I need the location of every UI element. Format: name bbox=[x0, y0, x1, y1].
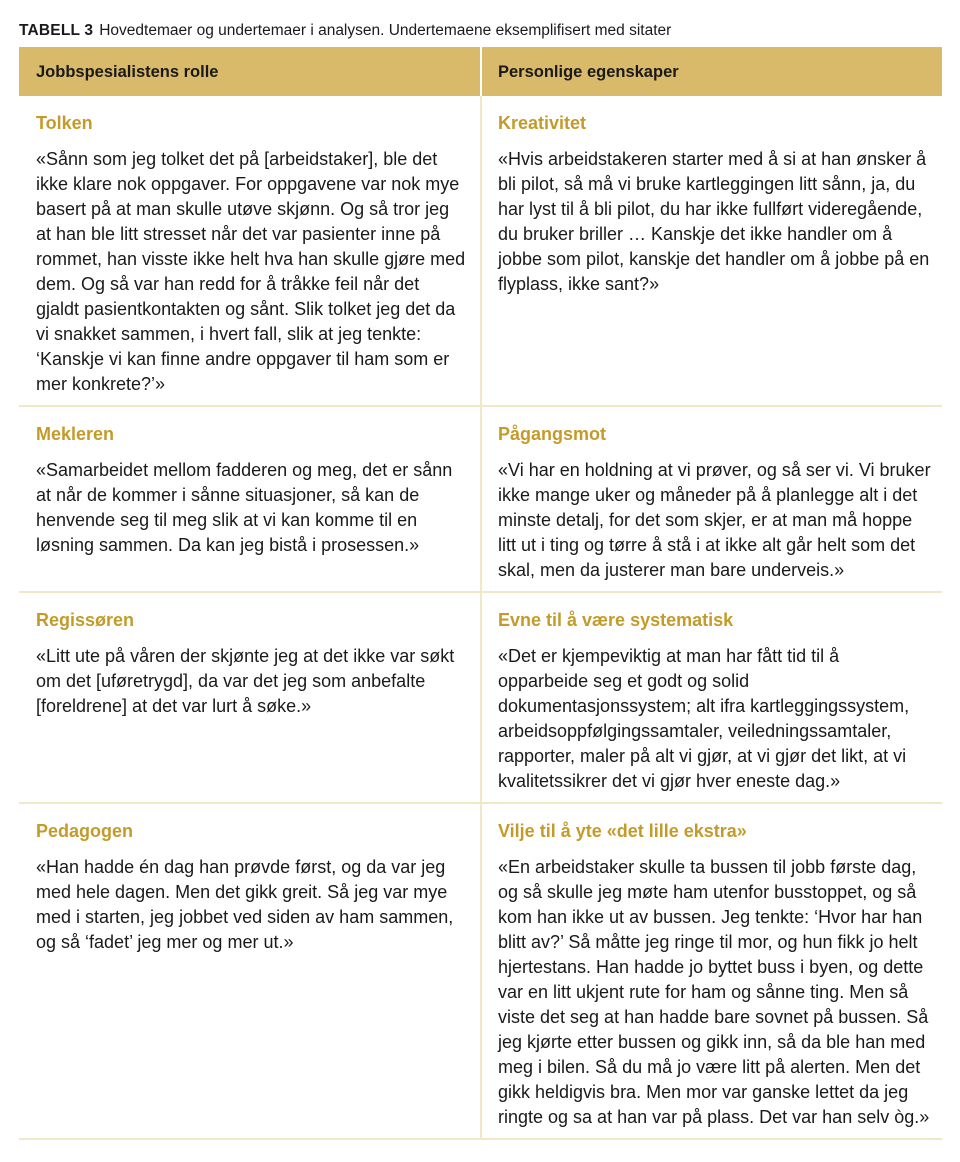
table-cell bbox=[19, 593, 480, 804]
subtheme-title: Mekleren bbox=[36, 424, 115, 444]
table-cell bbox=[19, 407, 480, 593]
subtheme-quote: «Vi har en holdning at vi prøver, og så ser vi. Vi bruker ikke mange uker og måneder på å planlegge alt i det minste detalj, for det som skjer, er at man må hoppe litt ut i ting og tørre å stå i at ikke alt går helt som det skal, men da justerer man bare underveis.» bbox=[498, 460, 931, 580]
table-cell bbox=[480, 804, 942, 1140]
subtheme-quote: «Hvis arbeidstakeren starter med å si at han ønsker å bli pilot, så må vi bruke kartleggingen litt sånn, ja, du har lyst til å bli pilot, du har ikke fullført videregående, du bruker briller … Kanskje det ikke handler om å jobbe som pilot, kanskje det handler om å jobbe på en flyplass, ikke sant?» bbox=[498, 149, 930, 294]
table-label: TABELL 3 bbox=[19, 22, 94, 39]
subtheme-title: Tolken bbox=[36, 113, 93, 133]
subtheme-quote: «Samarbeidet mellom fadderen og meg, det er sånn at når de kommer i sånne situasjoner, så kan de henvende seg til meg slik at vi kan komme til en løsning sammen. Da kan jeg bistå i prosessen.» bbox=[36, 460, 453, 555]
subtheme-title: Regissøren bbox=[36, 610, 135, 630]
table-caption bbox=[19, 20, 941, 42]
table-cell bbox=[19, 804, 480, 1140]
table-cell bbox=[480, 593, 942, 804]
table-cell bbox=[19, 96, 480, 407]
caption-text: Hovedtemaer og undertemaer i analysen. Undertemaene eksemplifisert med sitater bbox=[99, 22, 672, 39]
subtheme-title: Pågangsmot bbox=[498, 424, 607, 444]
table-cell bbox=[480, 407, 942, 593]
subtheme-quote: «Han hadde én dag han prøvde først, og da var jeg med hele dagen. Men det gikk greit. Så jeg var mye med i starten, jeg jobbet ved siden av ham sammen, og så ‘fadet’ jeg mer og mer ut.» bbox=[36, 857, 454, 952]
subtheme-title: Kreativitet bbox=[498, 113, 587, 133]
subtheme-title: Vilje til å yte «det lille ekstra» bbox=[498, 821, 747, 841]
subtheme-title: Evne til å være systematisk bbox=[498, 610, 734, 630]
subtheme-quote: «Sånn som jeg tolket det på [arbeidstaker], ble det ikke klare nok oppgaver. For oppgavene var nok mye basert på at man skulle utøve skjønn. Og så tror jeg at han ble litt stresset når det var pasienter inne på rommet, han visste ikke helt hva han skulle gjøre med dem. Og så var han redd for å tråkke feil når det gjaldt pasientkontakten og sånt. Slik tolket jeg det da vi snakket sammen, i hvert fall, slik at jeg tenkte: ‘Kanskje vi kan finne andre oppgaver til ham som er mer konkrete?’» bbox=[36, 149, 466, 394]
subtheme-title: Pedagogen bbox=[36, 821, 134, 841]
column-header-traits: Personlige egenskaper bbox=[480, 47, 942, 96]
subtheme-quote: «Litt ute på våren der skjønte jeg at det ikke var søkt om det [uføretrygd], da var det jeg som anbefalte [foreldrene] at det var lurt å søke.» bbox=[36, 646, 455, 716]
column-header-role: Jobbspesialistens rolle bbox=[19, 47, 480, 96]
table-cell bbox=[480, 96, 942, 407]
subtheme-quote: «Det er kjempeviktig at man har fått tid til å opparbeide seg et godt og solid dokumentasjonssystem; alt ifra kartleggingssystem, arbeidsoppfølgingssamtaler, veiledningssamtaler, rapporter, maler på alt vi gjør, at vi gjør det likt, at vi kvalitetssikrer det vi gjør hver eneste dag.» bbox=[498, 646, 910, 791]
themes-table bbox=[19, 47, 942, 1140]
subtheme-quote: «En arbeidstaker skulle ta bussen til jobb første dag, og så skulle jeg møte ham utenfor busstoppet, og så kom han ikke ut av bussen. Jeg tenkte: ‘Hvor har han blitt av?’ Så måtte jeg ringe til mor, og hun fikk jo helt hjertestans. Han hadde jo byttet buss i byen, og dette var en litt ukjent rute for ham og sånne ting. Men så viste det seg at han hadde bare sovnet på bussen. Så jeg kjørte etter bussen og gikk inn, så da ble han med meg i bilen. Så du må jo være litt på alerten. Men det gikk heldigvis bra. Men mor var ganske lettet da jeg ringte og sa at han var på plass. Det var han selv òg.» bbox=[498, 857, 930, 1127]
